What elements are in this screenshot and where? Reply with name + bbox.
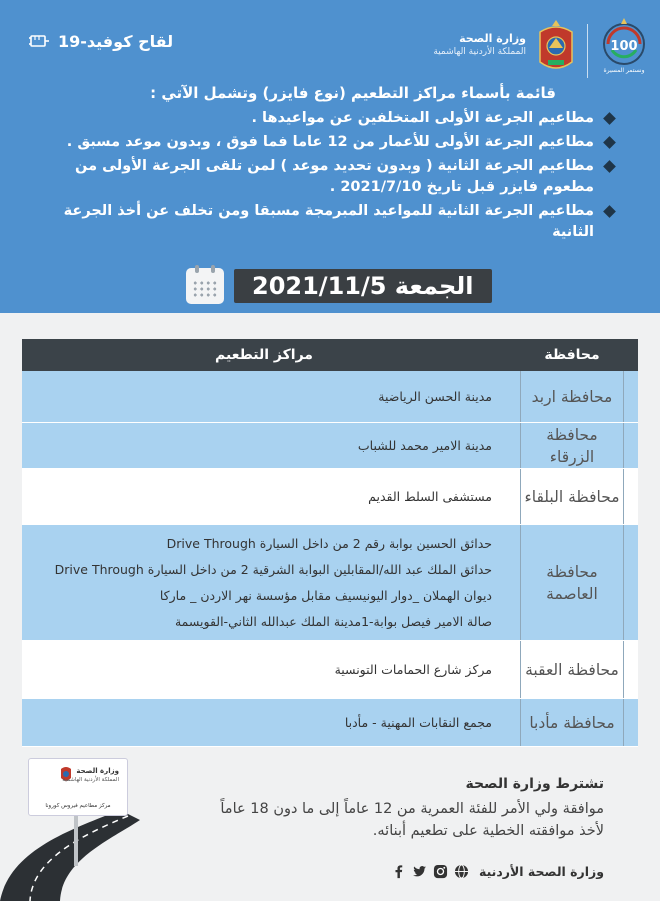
vaccine-label-text: لقاح كوفيد-19 xyxy=(58,31,174,51)
sign-post xyxy=(74,816,78,866)
governorate-cell xyxy=(506,525,638,640)
ministry-name-block xyxy=(433,32,526,57)
centennial-logo-icon xyxy=(598,14,650,78)
sign-center-label: مركز مطاعيم فيروس كورونا xyxy=(45,803,111,809)
twitter-icon[interactable] xyxy=(412,864,427,879)
centennial-number: 100 xyxy=(610,39,638,54)
center-name: مدينة الامير محمد للشباب xyxy=(357,437,492,453)
ministry-branding xyxy=(410,14,650,84)
governorate-name: محافظة البلقاء xyxy=(524,487,620,506)
center-name: مستشفى السلط القديم xyxy=(368,488,492,504)
centers-cell xyxy=(22,371,506,422)
diamond-bullet-icon xyxy=(603,112,616,125)
center-name: مركز شارع الحمامات التونسية xyxy=(334,661,492,677)
center-name: مجمع النقابات المهنية - مأدبا xyxy=(344,714,492,730)
vaccination-center-sign xyxy=(28,758,128,816)
calendar-icon xyxy=(186,268,224,304)
intro-bullet-text: مطاعيم الجرعة الثانية ( وبدون تحديد موعد ) لمن تلقى الجرعة الأولى من مطعوم فايزر قبل تاريخ 2021/7/10 . xyxy=(75,158,594,195)
centennial-caption: ونستمر المسيرة xyxy=(603,67,645,74)
diamond-bullet-icon xyxy=(603,205,616,218)
notice-heading: تشترط وزارة الصحة xyxy=(465,776,604,792)
intro-section xyxy=(24,84,616,246)
instagram-icon[interactable] xyxy=(433,864,448,879)
vaccine-label xyxy=(28,30,173,52)
syringe-icon xyxy=(28,30,50,52)
diamond-bullet-icon xyxy=(603,160,616,173)
vaccination-centers-table xyxy=(22,339,638,747)
governorate-cell xyxy=(506,641,638,698)
web-icon[interactable] xyxy=(454,864,469,879)
sign-ministry-name: وزارة الصحة xyxy=(76,767,119,775)
date-label: الجمعة 2021/11/5 xyxy=(234,269,492,303)
table-row xyxy=(22,699,638,747)
governorate-name: محافظة العاصمة xyxy=(546,562,598,603)
intro-bullet xyxy=(24,132,616,153)
governorate-name: محافظة اربد xyxy=(531,387,613,406)
governorate-name: محافظة الزرقاء xyxy=(546,425,598,466)
table-row xyxy=(22,469,638,525)
governorate-cell xyxy=(506,469,638,524)
centers-cell xyxy=(22,469,506,524)
ministry-name: وزارة الصحة xyxy=(459,32,526,45)
notice-body: موافقة ولي الأمر للفئة العمرية من 12 عاماً إلى ما دون 18 عاماً لأخذ موافقته الخطية على تطعيم أبنائه. xyxy=(220,801,604,839)
governorate-cell xyxy=(506,371,638,422)
center-name: مدينة الحسن الرياضية xyxy=(378,388,492,404)
intro-bullet xyxy=(24,156,616,198)
centers-cell xyxy=(22,525,506,640)
centers-cell xyxy=(22,699,506,746)
sign-kingdom-name: المملكة الأردنية الهاشمية xyxy=(62,777,119,783)
governorate-cell xyxy=(506,699,638,746)
table-row xyxy=(22,371,638,423)
governorate-cell xyxy=(506,423,638,468)
center-name: حدائق الحسين بوابة رقم 2 من داخل السيارة Drive Through xyxy=(166,535,492,551)
centers-cell xyxy=(22,423,506,468)
footer xyxy=(385,864,604,879)
center-name: حدائق الملك عبد الله/المقابلين البوابة الشرقية 2 من داخل السيارة Drive Through xyxy=(54,561,492,577)
branding-divider xyxy=(587,24,588,78)
intro-bullet-text: مطاعيم الجرعة الثانية للمواعيد المبرمجة مسبقا ومن تخلف عن أخذ الجرعة الثانية xyxy=(63,203,594,240)
table-row xyxy=(22,525,638,641)
table-header xyxy=(22,339,638,371)
intro-bullet xyxy=(24,108,616,129)
intro-bullets xyxy=(24,108,616,243)
intro-bullet-text: مطاعيم الجرعة الأولى للأعمار من 12 عاما فما فوق ، وبدون موعد مسبق . xyxy=(66,134,594,150)
centers-cell xyxy=(22,641,506,698)
intro-bullet-text: مطاعيم الجرعة الأولى المتخلفين عن مواعيدها . xyxy=(251,110,594,126)
table-row xyxy=(22,641,638,699)
facebook-icon[interactable] xyxy=(391,864,406,879)
kingdom-name: المملكة الأردنية الهاشمية xyxy=(433,47,526,57)
center-name: صالة الامير فيصل بوابة-1مدينة الملك عبدالله الثاني-القويسمة xyxy=(174,613,492,629)
center-name: ديوان الهملان _دوار اليونيسيف مقابل مؤسسة نهر الاردن _ ماركا xyxy=(159,587,492,603)
table-row xyxy=(22,423,638,469)
top-banner xyxy=(0,0,660,313)
governorate-name: محافظة العقبة xyxy=(525,660,619,679)
col-header-centers: مراكز التطعيم xyxy=(215,347,313,363)
notice-section xyxy=(204,776,604,842)
intro-title: قائمة بأسماء مراكز التطعيم (نوع فايزر) وتشمل الآتي : xyxy=(150,84,556,102)
footer-handle: وزارة الصحة الأردنية xyxy=(479,864,604,879)
diamond-bullet-icon xyxy=(603,136,616,149)
intro-bullet xyxy=(24,201,616,243)
coat-of-arms-icon xyxy=(534,18,578,76)
date-row xyxy=(186,266,492,306)
col-header-governorate: محافظة xyxy=(544,347,600,363)
governorate-name: محافظة مأدبا xyxy=(529,713,615,732)
